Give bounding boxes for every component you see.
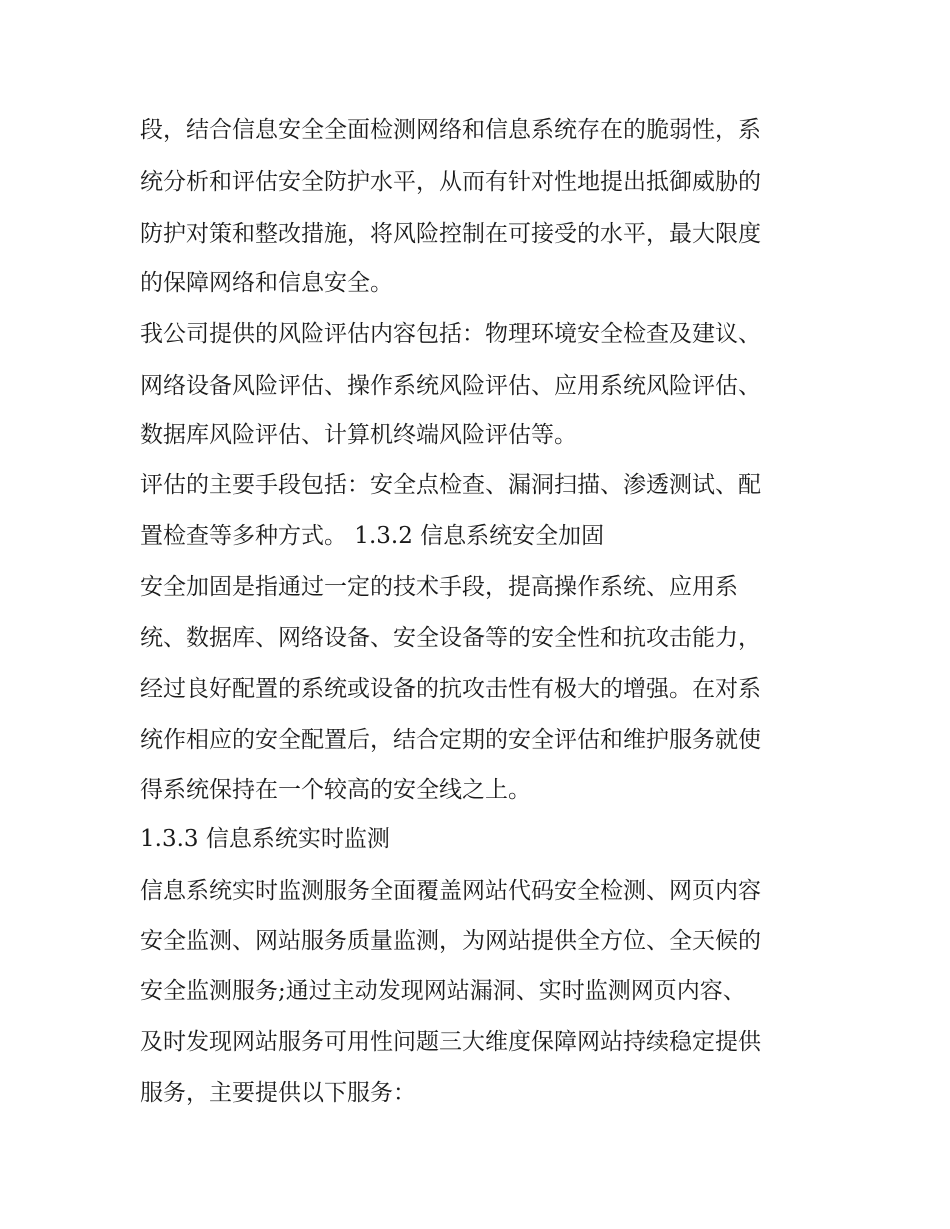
paragraph-line: 网络设备风险评估、操作系统风险评估、应用系统风险评估、 [140,373,761,399]
paragraph-line: 服务，主要提供以下服务： [140,1080,416,1106]
paragraph-line: 数据库风险评估、计算机终端风险评估等。 [140,422,577,448]
paragraph-line: 得系统保持在一个较高的安全线之上。 [140,777,531,803]
paragraph-line: 经过良好配置的系统或设备的抗攻击性有极大的增强。在对系 [140,676,761,702]
paragraph-line: 的保障网络和信息安全。 [140,270,393,296]
paragraph-line: 安全加固是指通过一定的技术手段，提高操作系统、应用系 [140,574,738,600]
paragraph-line: 安全监测、网站服务质量监测，为网站提供全方位、全天候的 [140,928,761,954]
paragraph-line-with-section-heading: 置检查等多种方式。 1.3.2 信息系统安全加固 [140,523,605,549]
paragraph-line: 评估的主要手段包括：安全点检查、漏洞扫描、渗透测试、配 [140,472,761,498]
paragraph-line: 统分析和评估安全防护水平，从而有针对性地提出抵御威胁的 [140,169,761,195]
paragraph-line: 统、数据库、网络设备、安全设备等的安全性和抗攻击能力， [140,625,761,651]
paragraph-line: 及时发现网站服务可用性问题三大维度保障网站持续稳定提供 [140,1029,761,1055]
paragraph-line: 信息系统实时监测服务全面覆盖网站代码安全检测、网页内容 [140,878,761,904]
paragraph-line: 安全监测服务;通过主动发现网站漏洞、实时监测网页内容、 [140,978,746,1004]
section-heading: 1.3.3 信息系统实时监测 [140,826,390,852]
paragraph-line: 防护对策和整改措施，将风险控制在可接受的水平，最大限度 [140,221,761,247]
paragraph-line: 段，结合信息安全全面检测网络和信息系统存在的脆弱性，系 [140,117,761,143]
paragraph-line: 我公司提供的风险评估内容包括：物理环境安全检查及建议、 [140,321,761,347]
paragraph-line: 统作相应的安全配置后，结合定期的安全评估和维护服务就使 [140,727,761,753]
